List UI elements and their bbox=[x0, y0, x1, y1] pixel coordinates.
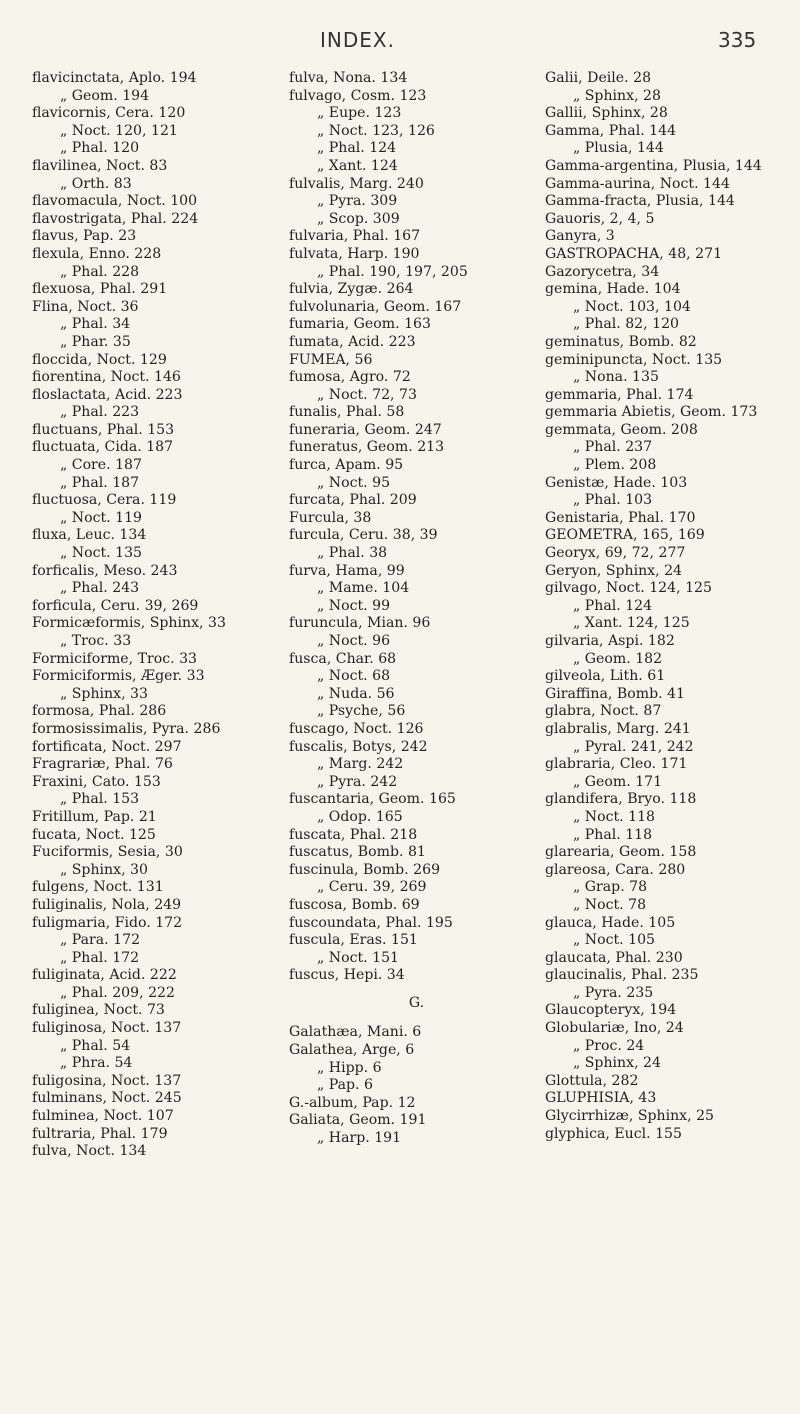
index-entry: fuscinula, Bomb. 269 bbox=[289, 861, 441, 878]
index-entry: fuscatus, Bomb. 81 bbox=[289, 844, 426, 861]
index-entry: Genistæ, Hade. 103 bbox=[545, 474, 688, 491]
index-entry: GASTROPACHA, 48, 271 bbox=[545, 245, 723, 262]
index-entry: „ Troc. 33 bbox=[60, 633, 132, 649]
index-entry: fumosa, Agro. 72 bbox=[289, 369, 411, 386]
index-entry: „ Phal. 228 bbox=[60, 263, 140, 280]
index-entry: fluctuosa, Cera. 119 bbox=[32, 492, 177, 509]
index-entry: geminipuncta, Noct. 135 bbox=[545, 351, 723, 368]
index-entry: „ Sphinx, 30 bbox=[60, 861, 148, 878]
index-entry: fluxa, Leuc. 134 bbox=[32, 527, 147, 544]
index-entry: formosa, Phal. 286 bbox=[32, 703, 167, 720]
index-entry: Flina, Noct. 36 bbox=[32, 298, 139, 315]
index-entry: Fritillum, Pap. 21 bbox=[32, 808, 157, 825]
index-entry: fumaria, Geom. 163 bbox=[289, 316, 431, 333]
index-entry: furcula, Ceru. 38, 39 bbox=[289, 527, 438, 544]
index-entry: Furcula, 38 bbox=[289, 509, 372, 526]
index-entry: fumata, Acid. 223 bbox=[289, 333, 416, 350]
index-entry: „ Noct. 135 bbox=[60, 545, 143, 562]
index-entry: fulva, Noct. 134 bbox=[32, 1143, 147, 1160]
index-entry: „ Noct. 118 bbox=[573, 808, 656, 825]
index-entry: formosissimalis, Pyra. 286 bbox=[32, 720, 221, 737]
index-entry: Geryon, Sphinx, 24 bbox=[545, 562, 683, 579]
index-entry: fuscosa, Bomb. 69 bbox=[289, 896, 420, 913]
index-entry: fulminea, Noct. 107 bbox=[32, 1108, 174, 1125]
index-entry: fulvago, Cosm. 123 bbox=[289, 87, 427, 104]
index-entry: Globulariæ, Ino, 24 bbox=[545, 1020, 684, 1037]
index-entry: glabra, Noct. 87 bbox=[545, 703, 662, 720]
page-number: 335 bbox=[718, 28, 757, 52]
index-entry: fuliginea, Noct. 73 bbox=[32, 1002, 165, 1019]
index-entry: flavicornis, Cera. 120 bbox=[32, 105, 186, 122]
index-entry: „ Xant. 124 bbox=[317, 157, 398, 174]
index-entry: Fuciformis, Sesia, 30 bbox=[32, 844, 183, 861]
index-entry: „ Noct. 96 bbox=[317, 633, 391, 649]
index-entry: „ Noct. 103, 104 bbox=[573, 298, 691, 315]
index-entry: flexula, Enno. 228 bbox=[32, 245, 162, 262]
index-entry: fuscus, Hepi. 34 bbox=[289, 967, 405, 984]
index-entry: „ Geom. 194 bbox=[60, 87, 150, 104]
index-entry: fulvalis, Marg. 240 bbox=[289, 175, 424, 192]
index-entry: „ Phal. 237 bbox=[573, 439, 653, 456]
index-entry: „ Phal. 120 bbox=[60, 140, 140, 157]
index-entry: „ Sphinx, 28 bbox=[573, 87, 661, 104]
index-entry: „ Phal. 38 bbox=[317, 545, 388, 562]
index-entry: „ Phal. 187 bbox=[60, 474, 140, 491]
index-entry: fuligmaria, Fido. 172 bbox=[32, 914, 183, 931]
index-entry: fuligosina, Noct. 137 bbox=[32, 1072, 182, 1089]
index-entry: Fraxini, Cato. 153 bbox=[32, 773, 161, 790]
index-entry: „ Hipp. 6 bbox=[317, 1059, 382, 1076]
index-entry: Gamma, Phal. 144 bbox=[545, 122, 677, 139]
index-entry: „ Xant. 124, 125 bbox=[573, 615, 690, 632]
index-entry: Glottula, 282 bbox=[545, 1072, 639, 1089]
index-entry: fuscalis, Botys, 242 bbox=[289, 738, 428, 755]
index-entry: geminatus, Bomb. 82 bbox=[545, 333, 697, 350]
index-entry: „ Phal. 103 bbox=[573, 492, 653, 509]
index-entry: „ Pyra. 235 bbox=[573, 984, 654, 1001]
index-entry: Formiciforme, Troc. 33 bbox=[32, 650, 198, 667]
index-entry: gemina, Hade. 104 bbox=[545, 281, 681, 298]
index-entry: Gamma-aurina, Noct. 144 bbox=[545, 175, 730, 192]
index-entry: „ Pap. 6 bbox=[317, 1077, 373, 1094]
index-entry: glareosa, Cara. 280 bbox=[545, 861, 686, 878]
index-entry: GEOMETRA, 165, 169 bbox=[545, 527, 705, 544]
index-entry: Georyx, 69, 72, 277 bbox=[545, 545, 686, 562]
index-entry: fulvaria, Phal. 167 bbox=[289, 228, 421, 245]
index-entry: Gauoris, 2, 4, 5 bbox=[545, 210, 655, 227]
index-entry: fuscula, Eras. 151 bbox=[289, 932, 418, 949]
index-entry: „ Orth. 83 bbox=[60, 175, 132, 192]
index-entry: glauca, Hade. 105 bbox=[545, 914, 676, 931]
index-entry: fuliginosa, Noct. 137 bbox=[32, 1020, 182, 1037]
index-entry: Galiata, Geom. 191 bbox=[289, 1112, 427, 1129]
index-entry: „ Plem. 208 bbox=[573, 457, 657, 474]
index-entry: Genistaria, Phal. 170 bbox=[545, 509, 696, 526]
index-entry: Gallii, Sphinx, 28 bbox=[545, 105, 668, 122]
index-entry: „ Noct. 99 bbox=[317, 597, 391, 614]
index-entry: „ Phal. 118 bbox=[573, 826, 653, 843]
index-entry: floccida, Noct. 129 bbox=[32, 351, 167, 368]
index-entry: Ganyra, 3 bbox=[545, 228, 615, 245]
index-entry: flexuosa, Phal. 291 bbox=[32, 281, 168, 298]
index-entry: G.-album, Pap. 12 bbox=[289, 1094, 416, 1111]
index-entry: „ Noct. 123, 126 bbox=[317, 122, 435, 139]
index-entry: „ Eupe. 123 bbox=[317, 105, 402, 122]
index-entry: floslactata, Acid. 223 bbox=[32, 386, 183, 403]
index-entry: fuliginalis, Nola, 249 bbox=[32, 896, 182, 913]
index-entry: furuncula, Mian. 96 bbox=[289, 615, 431, 632]
index-entry: fulgens, Noct. 131 bbox=[32, 879, 164, 896]
index-entry: furva, Hama, 99 bbox=[289, 562, 405, 579]
index-entry: „ Phal. 190, 197, 205 bbox=[317, 263, 468, 280]
index-entry: „ Phal. 124 bbox=[317, 140, 397, 157]
index-entry: „ Geom. 171 bbox=[573, 773, 663, 790]
index-entry: fuscoundata, Phal. 195 bbox=[289, 914, 453, 931]
index-entry: gilvago, Noct. 124, 125 bbox=[545, 580, 712, 597]
index-entry: glandifera, Bryo. 118 bbox=[545, 791, 697, 808]
index-entry: Formiciformis, Æger. 33 bbox=[32, 668, 205, 685]
index-entry: „ Phal. 54 bbox=[60, 1037, 131, 1054]
index-entry: flavicinctata, Aplo. 194 bbox=[32, 70, 197, 86]
index-entry: fuscantaria, Geom. 165 bbox=[289, 791, 456, 808]
section-letter-heading: G. bbox=[408, 994, 425, 1011]
index-entry: „ Core. 187 bbox=[60, 457, 142, 474]
index-entry: „ Phal. 124 bbox=[573, 597, 653, 614]
index-entry: „ Marg. 242 bbox=[317, 756, 404, 773]
index-entry: flavus, Pap. 23 bbox=[32, 228, 137, 245]
index-entry: fuscata, Phal. 218 bbox=[289, 826, 418, 843]
index-column-3 bbox=[545, 70, 800, 1143]
index-entry: gemmaria Abietis, Geom. 173 bbox=[545, 404, 758, 421]
index-entry: „ Noct. 151 bbox=[317, 949, 400, 966]
index-entry: „ Phal. 82, 120 bbox=[573, 316, 680, 333]
index-entry: glabralis, Marg. 241 bbox=[545, 720, 691, 737]
index-entry: fulvolunaria, Geom. 167 bbox=[289, 298, 462, 315]
index-entry: „ Harp. 191 bbox=[317, 1130, 402, 1147]
index-entry: flavilinea, Noct. 83 bbox=[32, 157, 168, 174]
index-entry: fortificata, Noct. 297 bbox=[32, 738, 182, 755]
index-entry: Galathea, Arge, 6 bbox=[289, 1042, 415, 1059]
index-entry: „ Pyra. 242 bbox=[317, 773, 398, 790]
page-header bbox=[0, 28, 800, 56]
index-entry: „ Ceru. 39, 269 bbox=[317, 879, 427, 896]
index-entry: forficalis, Meso. 243 bbox=[32, 562, 178, 579]
index-entry: Gazorycetra, 34 bbox=[545, 263, 660, 280]
index-entry: funeratus, Geom. 213 bbox=[289, 439, 445, 456]
index-entry: Gamma-fracta, Plusia, 144 bbox=[545, 193, 735, 210]
index-entry: „ Phar. 35 bbox=[60, 333, 131, 350]
index-entry: „ Proc. 24 bbox=[573, 1037, 645, 1054]
index-entry: „ Noct. 72, 73 bbox=[317, 386, 417, 403]
index-entry: fucata, Noct. 125 bbox=[32, 826, 156, 843]
index-entry: glabraria, Cleo. 171 bbox=[545, 756, 688, 773]
index-entry: „ Odop. 165 bbox=[317, 808, 403, 825]
index-entry: fulminans, Noct. 245 bbox=[32, 1090, 182, 1107]
index-entry: „ Noct. 120, 121 bbox=[60, 122, 178, 139]
index-entry: „ Mame. 104 bbox=[317, 580, 410, 597]
index-entry: forficula, Ceru. 39, 269 bbox=[32, 597, 199, 614]
index-entry: fulvata, Harp. 190 bbox=[289, 245, 420, 262]
index-entry: Glaucopteryx, 194 bbox=[545, 1002, 677, 1019]
index-entry: „ Noct. 119 bbox=[60, 509, 143, 526]
index-entry: „ Geom. 182 bbox=[573, 650, 663, 667]
index-entry: glarearia, Geom. 158 bbox=[545, 844, 697, 861]
index-entry: glyphica, Eucl. 155 bbox=[545, 1125, 682, 1142]
index-entry: „ Noct. 78 bbox=[573, 896, 647, 913]
index-entry: flavomacula, Noct. 100 bbox=[32, 193, 198, 210]
index-entry: „ Sphinx, 24 bbox=[573, 1055, 661, 1072]
index-entry: gemmaria, Phal. 174 bbox=[545, 386, 694, 403]
index-entry: Fragrariæ, Phal. 76 bbox=[32, 756, 173, 773]
index-entry: flavostrigata, Phal. 224 bbox=[32, 210, 199, 227]
index-entry: „ Noct. 68 bbox=[317, 668, 391, 685]
index-entry: „ Phal. 243 bbox=[60, 580, 140, 597]
index-entry: fuliginata, Acid. 222 bbox=[32, 967, 177, 984]
index-entry: Galii, Deile. 28 bbox=[545, 70, 652, 86]
index-entry: Gamma-argentina, Plusia, 144 bbox=[545, 157, 762, 174]
index-entry: „ Sphinx, 33 bbox=[60, 685, 148, 702]
index-entry: glaucinalis, Phal. 235 bbox=[545, 967, 699, 984]
index-entry: fuscago, Noct. 126 bbox=[289, 720, 424, 737]
running-title: INDEX. bbox=[320, 28, 395, 52]
index-entry: „ Grap. 78 bbox=[573, 879, 648, 896]
index-entry: „ Phal. 209, 222 bbox=[60, 984, 175, 1001]
index-entry: „ Scop. 309 bbox=[317, 210, 400, 227]
index-entry: „ Pyra. 309 bbox=[317, 193, 398, 210]
index-entry: fluctuata, Cida. 187 bbox=[32, 439, 174, 456]
index-entry: Formicæformis, Sphinx, 33 bbox=[32, 615, 226, 632]
index-entry: „ Phal. 172 bbox=[60, 949, 140, 966]
index-entry: „ Plusia, 144 bbox=[573, 140, 664, 157]
index-entry: fulvia, Zygæ. 264 bbox=[289, 281, 414, 298]
index-entry: „ Noct. 105 bbox=[573, 932, 656, 949]
index-entry: glaucata, Phal. 230 bbox=[545, 949, 683, 966]
index-entry: „ Nona. 135 bbox=[573, 369, 659, 386]
index-entry: „ Para. 172 bbox=[60, 932, 141, 949]
index-entry: gilvaria, Aspi. 182 bbox=[545, 633, 675, 649]
index-entry: „ Psyche, 56 bbox=[317, 703, 406, 720]
index-entry: FUMEA, 56 bbox=[289, 351, 373, 368]
index-entry: „ Pyral. 241, 242 bbox=[573, 738, 694, 755]
index-entry: Glycirrhizæ, Sphinx, 25 bbox=[545, 1108, 715, 1125]
index-entry: gilveola, Lith. 61 bbox=[545, 668, 666, 685]
index-entry: fiorentina, Noct. 146 bbox=[32, 369, 181, 386]
index-entry: furcata, Phal. 209 bbox=[289, 492, 417, 509]
index-entry: fluctuans, Phal. 153 bbox=[32, 421, 175, 438]
index-entry: „ Phal. 223 bbox=[60, 404, 140, 421]
index-entry: „ Phal. 153 bbox=[60, 791, 140, 808]
index-entry: funeraria, Geom. 247 bbox=[289, 421, 442, 438]
index-entry: gemmata, Geom. 208 bbox=[545, 421, 698, 438]
index-entry: „ Nuda. 56 bbox=[317, 685, 395, 702]
index-entry: fulva, Nona. 134 bbox=[289, 70, 408, 86]
index-entry: funalis, Phal. 58 bbox=[289, 404, 405, 421]
index-entry: fultraria, Phal. 179 bbox=[32, 1125, 168, 1142]
index-entry: „ Phra. 54 bbox=[60, 1055, 133, 1072]
index-entry: Giraffina, Bomb. 41 bbox=[545, 685, 685, 702]
index-entry: „ Phal. 34 bbox=[60, 316, 131, 333]
index-column-2 bbox=[289, 70, 544, 1148]
index-entry: Galathæa, Mani. 6 bbox=[289, 1024, 422, 1041]
index-entry: fusca, Char. 68 bbox=[289, 650, 397, 667]
index-column-1 bbox=[32, 70, 287, 1161]
index-entry: GLUPHISIA, 43 bbox=[545, 1090, 657, 1107]
index-entry: furca, Apam. 95 bbox=[289, 457, 404, 474]
index-entry: „ Noct. 95 bbox=[317, 474, 391, 491]
